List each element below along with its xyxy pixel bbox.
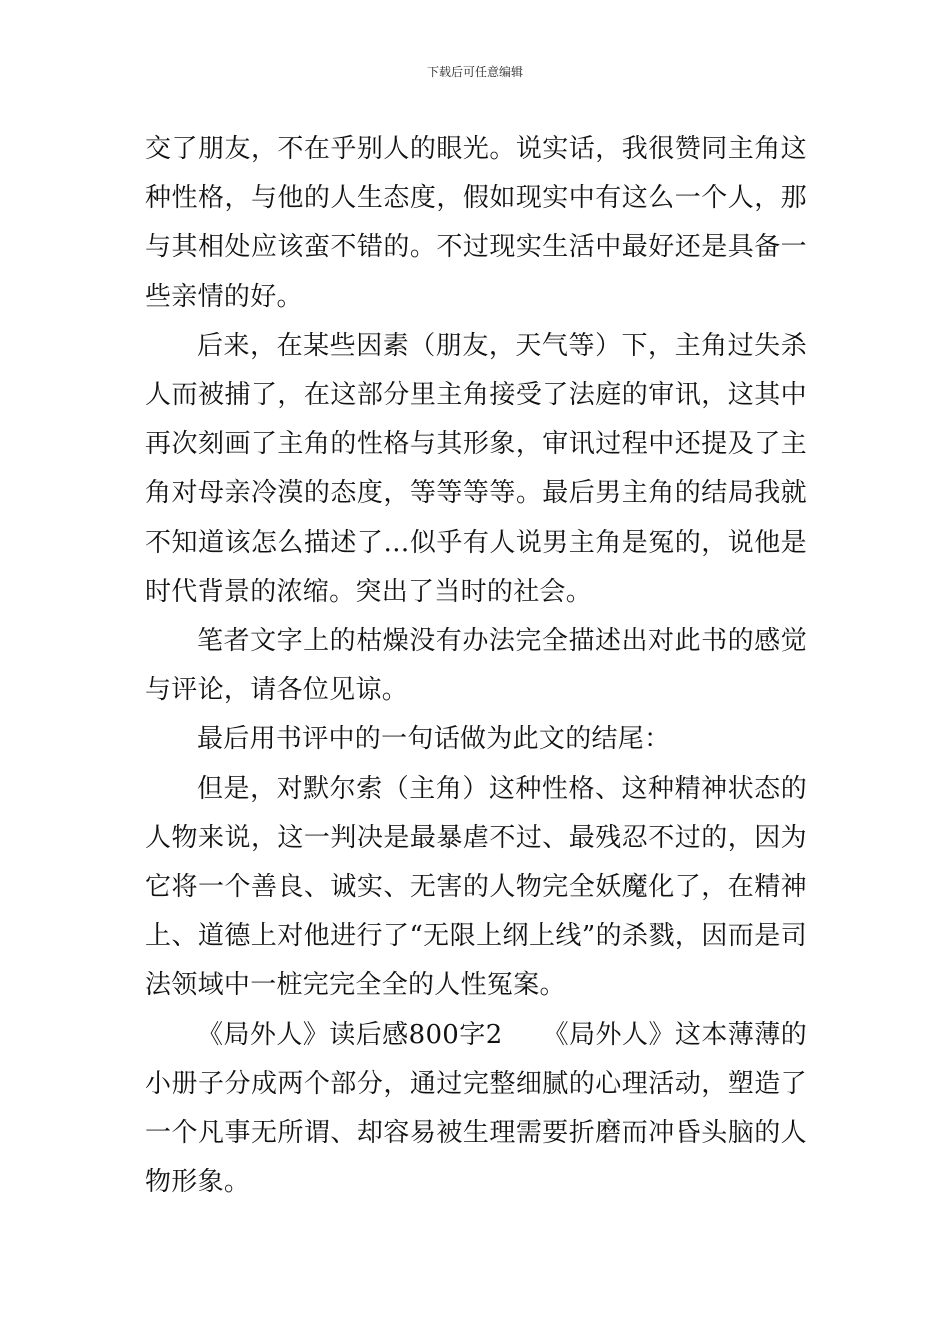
page-header: 下载后可任意编辑	[426, 65, 523, 79]
paragraph-5: 但是，对默尔索（主角）这种性格、这种精神状态的人物来说，这一判决是最暴虐不过、最残忍不过的，因为它将一个善良、诚实、无害的人物完全妖魔化了，在精神上、道德上对他进行了“无限上纲上线”的杀戮，因而是司法领域中一桩完完全全的人性冤案。	[145, 773, 807, 1001]
paragraph-6: 《局外人》读后感800字2 《局外人》这本薄薄的小册子分成两个部分，通过完整细腻的心理活动，塑造了一个凡事无所谓、却容易被生理需要折磨而冲昏头脑的人物形象。	[145, 1019, 807, 1198]
paragraph-2: 后来，在某些因素（朋友，天气等）下，主角过失杀人而被捕了，在这部分里主角接受了法庭的审讯，这其中再次刻画了主角的性格与其形象，审讯过程中还提及了主角对母亲冷漠的态度，等等等等。最后男主角的结局我就不知道该怎么描述了…似乎有人说男主角是冤的，说他是时代背景的浓缩。突出了当时的社会。	[145, 330, 807, 607]
document-body	[145, 125, 807, 1207]
paragraph-4: 最后用书评中的一句话做为此文的结尾：	[197, 724, 671, 755]
paragraph-3: 笔者文字上的枯燥没有办法完全描述出对此书的感觉与评论，请各位见谅。	[145, 626, 807, 706]
paragraph-1: 交了朋友，不在乎别人的眼光。说实话，我很赞同主角这种性格，与他的人生态度，假如现实中有这么一个人，那与其相处应该蛮不错的。不过现实生活中最好还是具备一些亲情的好。	[145, 134, 807, 312]
